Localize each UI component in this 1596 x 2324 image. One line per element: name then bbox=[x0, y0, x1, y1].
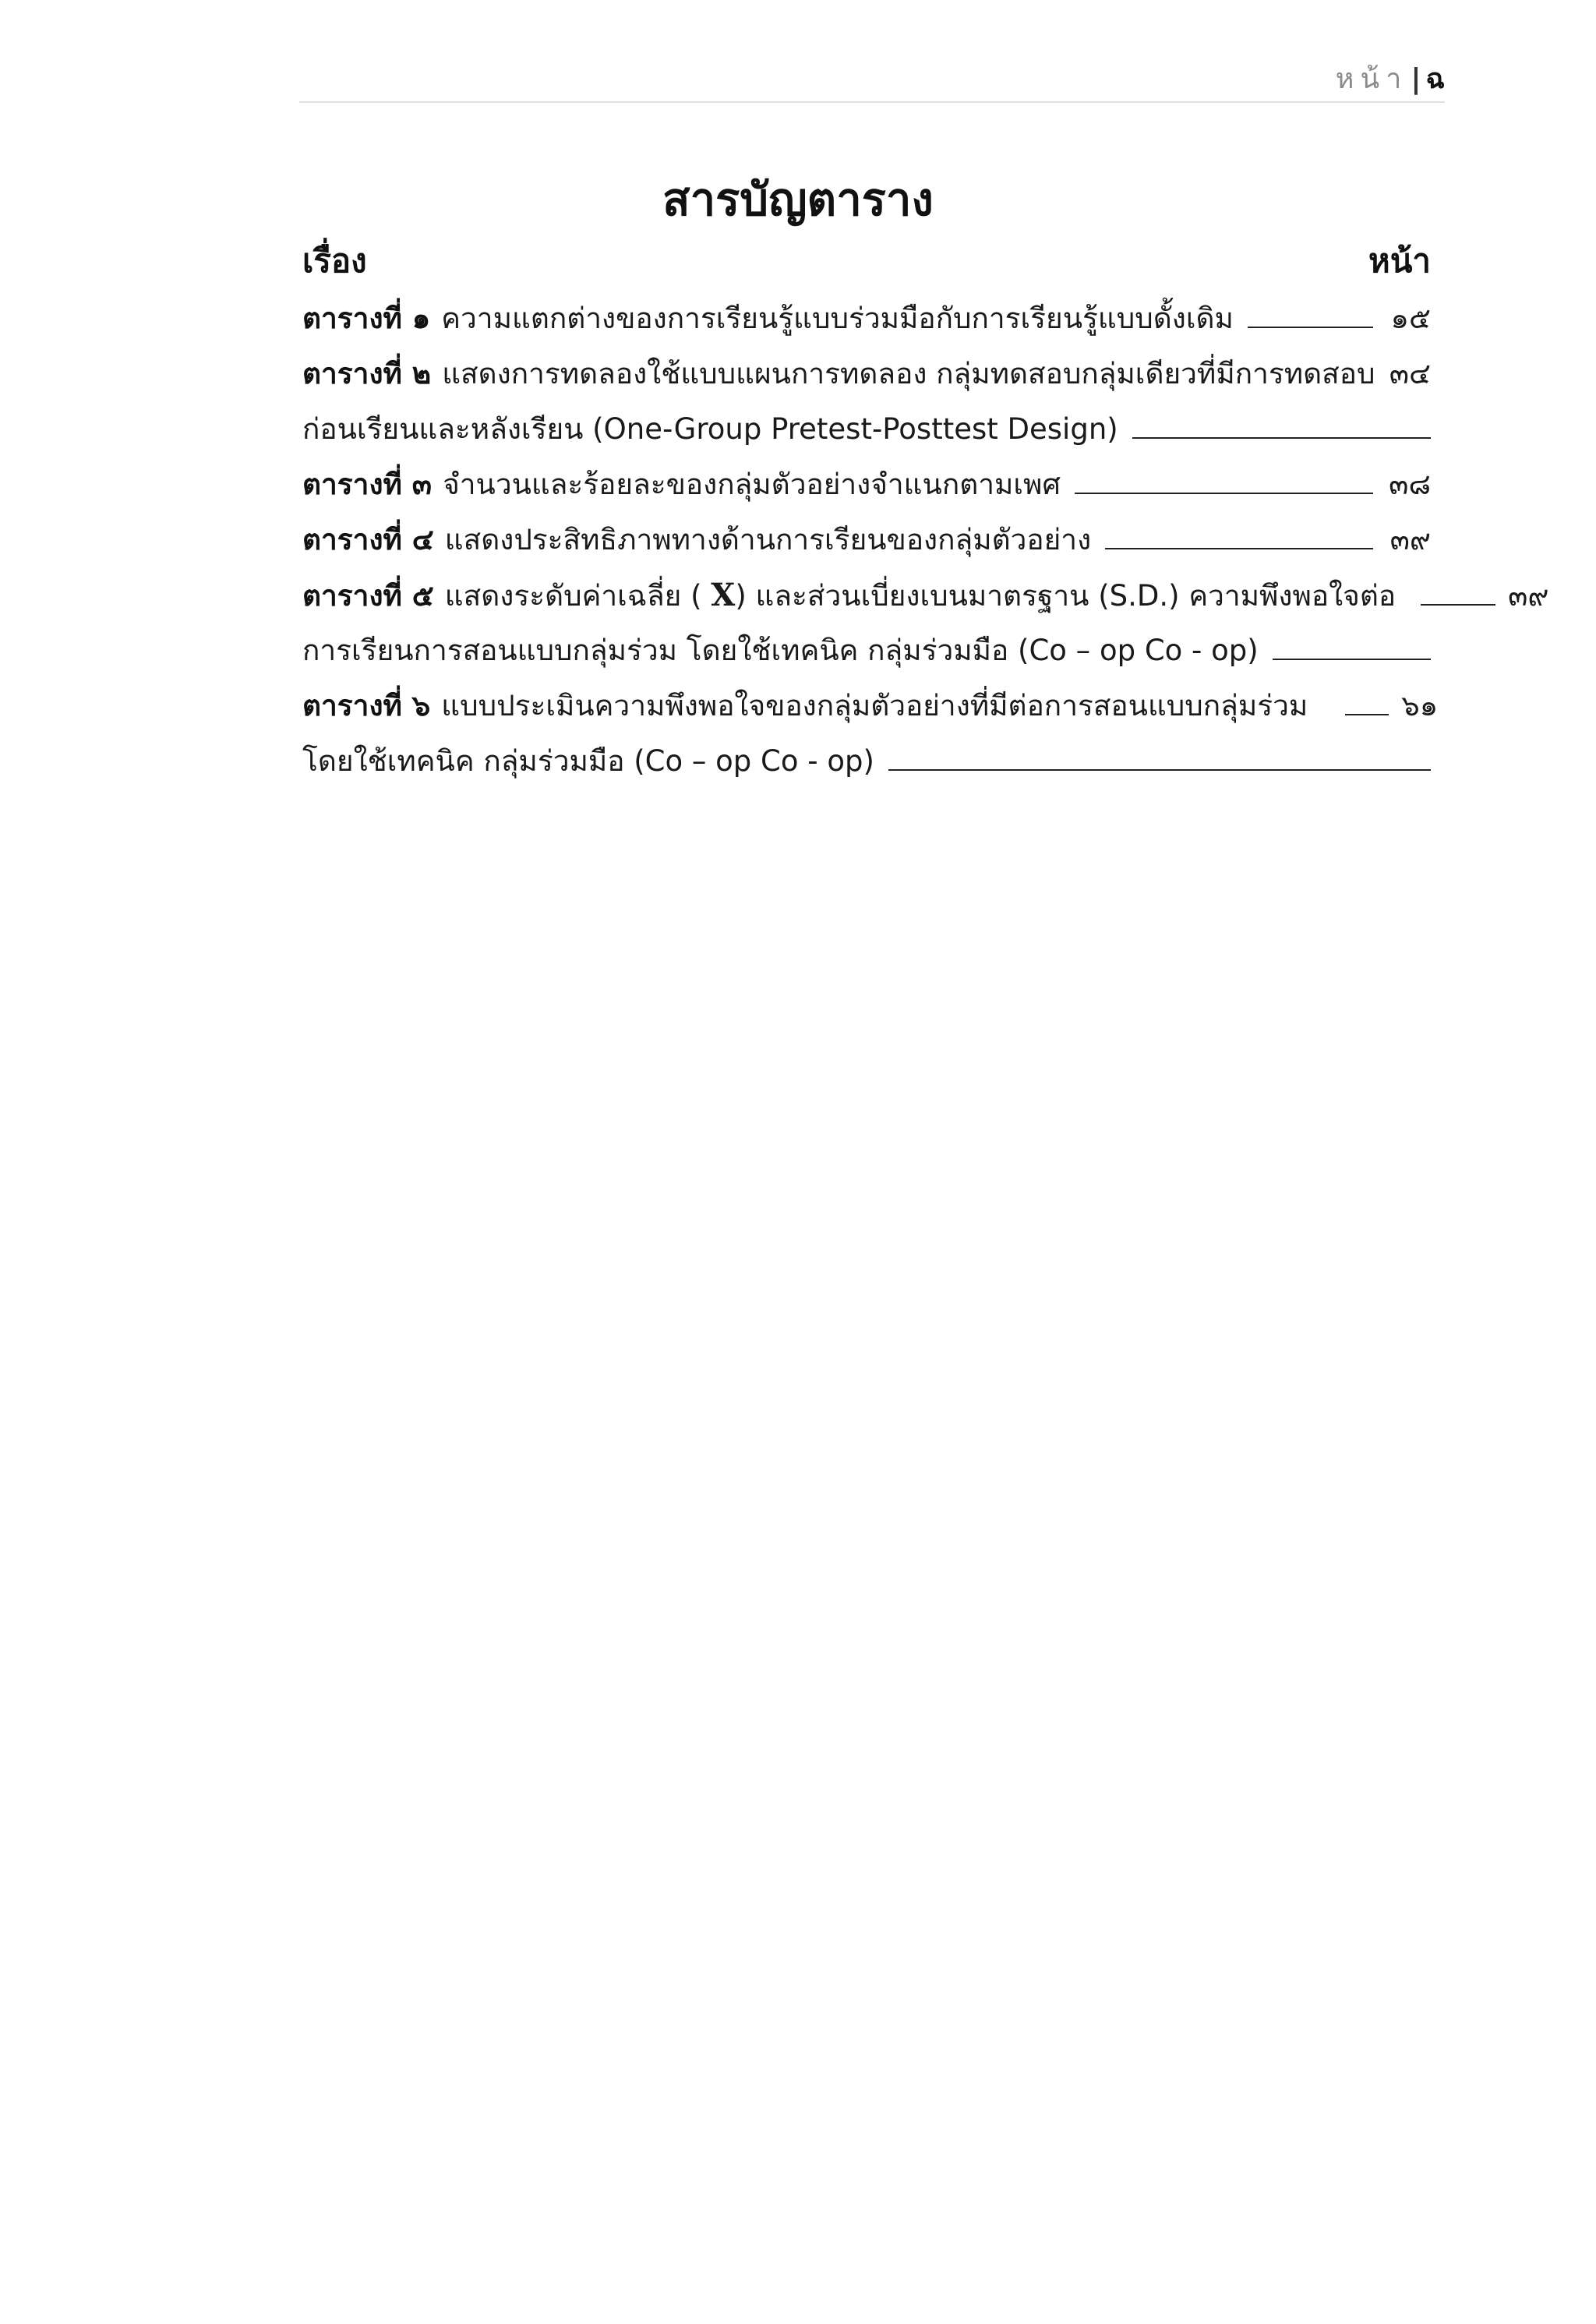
entry-label: ตารางที่ ๕ bbox=[302, 579, 434, 613]
toc-entry-1[interactable] bbox=[302, 291, 1431, 346]
entry-page-number: ๖๑ bbox=[1401, 689, 1439, 722]
entry-label: ตารางที่ ๖ bbox=[302, 689, 431, 722]
leader-line bbox=[1273, 627, 1431, 660]
entry-page-number: ๓๔ bbox=[1389, 357, 1431, 390]
entry-label: ตารางที่ ๑ bbox=[302, 302, 431, 335]
entry-continuation-text: การเรียนการสอนแบบกลุ่มร่วม โดยใช้เทคนิค กลุ่มร่วมมือ (Co – op Co - op) bbox=[302, 634, 1259, 667]
entry-label: ตารางที่ ๓ bbox=[302, 468, 433, 501]
entry-text-before: แสดงระดับค่าเฉลี่ย ( bbox=[444, 579, 702, 613]
column-heading-subject: เรื่อง bbox=[302, 242, 367, 280]
entry-label: ตารางที่ ๒ bbox=[302, 357, 432, 390]
entry-label: ตารางที่ ๔ bbox=[302, 523, 434, 556]
toc-entry-2-continuation bbox=[302, 401, 1431, 457]
header-page-number: ฉ bbox=[1425, 63, 1445, 95]
entry-text bbox=[445, 567, 1396, 623]
entry-text: แบบประเมินความพึงพอใจของกลุ่มตัวอย่างที่มีต่อการสอนแบบกลุ่มร่วม bbox=[441, 689, 1308, 722]
entry-continuation-text: ก่อนเรียนและหลังเรียน (One-Group Pretest-Posttest Design) bbox=[302, 412, 1118, 446]
entry-text: แสดงประสิทธิภาพทางด้านการเรียนของกลุ่มตัวอย่าง bbox=[444, 523, 1092, 556]
entry-continuation-text: โดยใช้เทคนิค กลุ่มร่วมมือ (Co – op Co - op) bbox=[302, 744, 874, 778]
leader-line bbox=[1248, 295, 1373, 328]
page-header bbox=[299, 62, 1445, 103]
toc-entry-5[interactable] bbox=[302, 567, 1549, 623]
entry-text: ความแตกต่างของการเรียนรู้แบบร่วมมือกับการเรียนรู้แบบดั้งเดิม bbox=[441, 302, 1234, 335]
leader-line bbox=[1075, 461, 1373, 494]
toc-entry-5-continuation bbox=[302, 623, 1431, 678]
page-title: สารบัญตาราง bbox=[662, 173, 934, 226]
toc-entry-3[interactable] bbox=[302, 457, 1431, 512]
toc-entry-2[interactable] bbox=[302, 346, 1431, 401]
leader-line bbox=[1421, 573, 1495, 606]
header-page-label: หน้า bbox=[1335, 63, 1408, 95]
entry-text: แสดงการทดลองใช้แบบแผนการทดลอง กลุ่มทดสอบกลุ่มเดียวที่มีการทดสอบ bbox=[442, 357, 1375, 390]
toc-entry-4[interactable] bbox=[302, 512, 1431, 567]
entry-page-number: ๓๙ bbox=[1389, 523, 1431, 556]
header-separator: | bbox=[1411, 63, 1421, 95]
entry-text-after: ) และส่วนเบี่ยงเบนมาตรฐาน (S.D.) ความพึงพอใจต่อ bbox=[735, 579, 1396, 613]
toc-entry-6-continuation bbox=[302, 733, 1431, 789]
leader-line bbox=[888, 738, 1431, 771]
toc-entry-6[interactable] bbox=[302, 678, 1439, 733]
mean-symbol: X bbox=[711, 577, 736, 613]
leader-line bbox=[1132, 406, 1431, 439]
entry-page-number: ๓๙ bbox=[1508, 579, 1549, 613]
entry-text: จำนวนและร้อยละของกลุ่มตัวอย่างจำแนกตามเพศ bbox=[443, 468, 1061, 501]
entry-page-number: ๑๕ bbox=[1390, 302, 1431, 335]
table-of-tables bbox=[302, 291, 1549, 789]
entry-page-number: ๓๘ bbox=[1389, 468, 1431, 501]
leader-line bbox=[1105, 517, 1373, 549]
leader-line bbox=[1345, 683, 1389, 715]
column-heading-page: หน้า bbox=[1368, 242, 1431, 280]
